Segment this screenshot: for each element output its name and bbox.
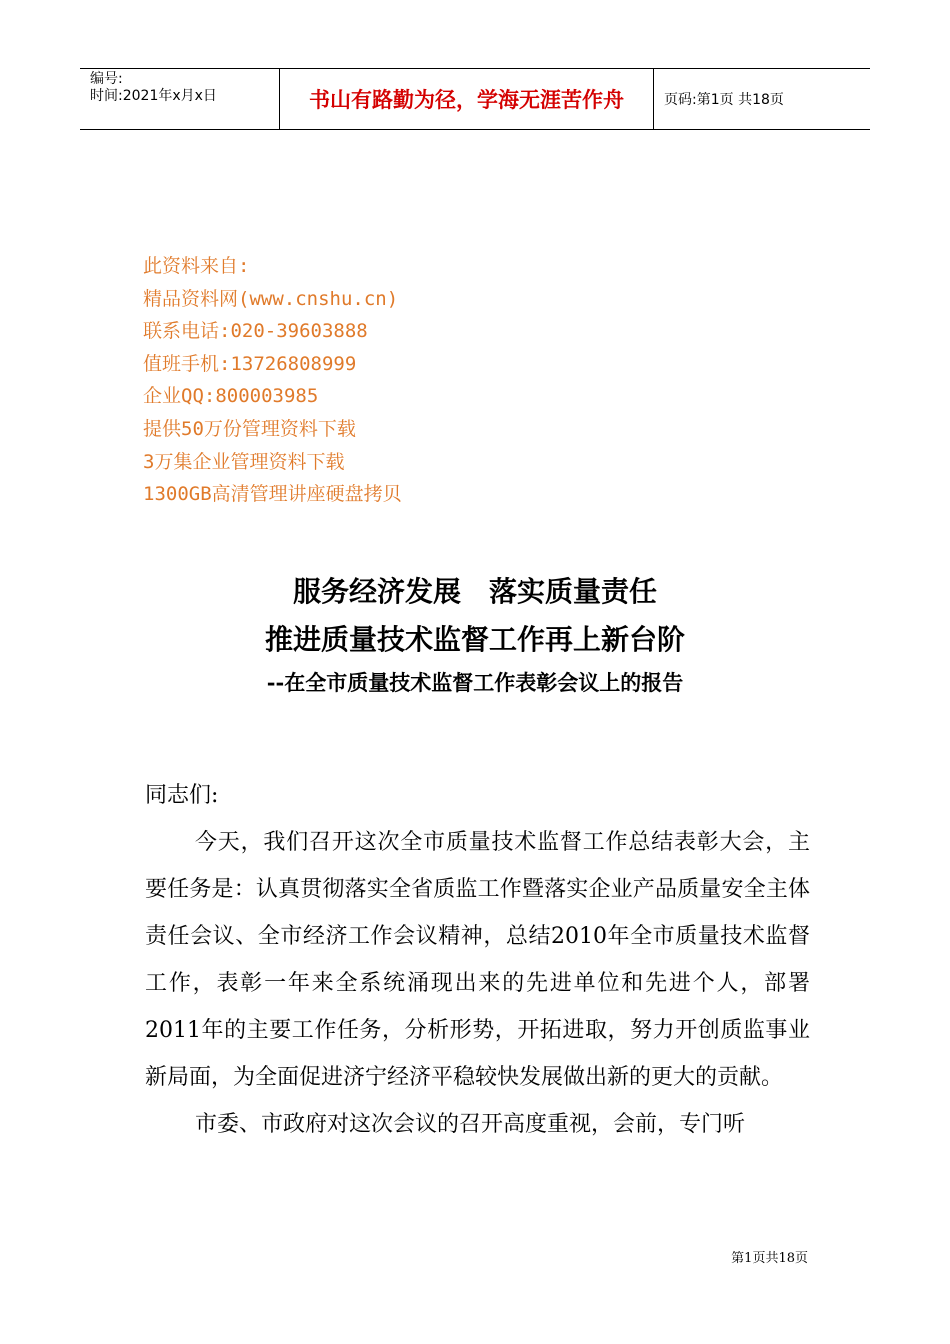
paragraph: 市委、市政府对这次会议的召开高度重视，会前，专门听 (195, 1112, 746, 1137)
title-line-1: 服务经济发展 落实质量责任 (292, 575, 657, 608)
page-header (80, 68, 870, 130)
header-page-info: 页码:第1页 共18页 (664, 92, 784, 108)
paragraph: 今天，我们召开这次全市质量技术监督工作总结表彰大会，主要任务是：认真贯彻落实全省质监工作暨落实企业产品质量安全主体责任会议、全市经济工作会议精神，总结2010年全市质量技术监督工作，表彰一年来全系统涌现出来的先进单位和先进个人，部署2011年的主要工作任务，分析形势，开拓进取，努力开创质监事业新局面，为全面促进济宁经济平稳较快发展做出新的更大的贡献。 (145, 830, 810, 1090)
source-line: 值班手机:13726808999 (143, 352, 357, 375)
source-line: 提供50万份管理资料下载 (143, 417, 356, 440)
source-line: 企业QQ:800003985 (143, 385, 319, 408)
title-line-2: 推进质量技术监督工作再上新台阶 (264, 623, 685, 656)
source-line: 此资料来自: (143, 255, 250, 277)
greeting: 同志们: (145, 783, 219, 808)
source-line: 1300GB高清管理讲座硬盘拷贝 (143, 483, 402, 506)
source-line: 联系电话:020-39603888 (143, 320, 368, 343)
header-meta (80, 69, 280, 129)
source-line: 3万集企业管理资料下载 (143, 450, 345, 473)
document-body (145, 772, 810, 1148)
header-motto: 书山有路勤为径，学海无涯苦作舟 (280, 69, 654, 129)
page-footer: 第1页共18页 (731, 1251, 808, 1266)
source-info (143, 250, 402, 511)
time-label: 时间:2021年x月x日 (90, 88, 217, 104)
serial-label: 编号: (90, 71, 123, 87)
subtitle: --在全市质量技术监督工作表彰会议上的报告 (266, 670, 684, 695)
document-titles (0, 568, 950, 702)
source-line: 精品资料网(www.cnshu.cn) (143, 287, 399, 310)
